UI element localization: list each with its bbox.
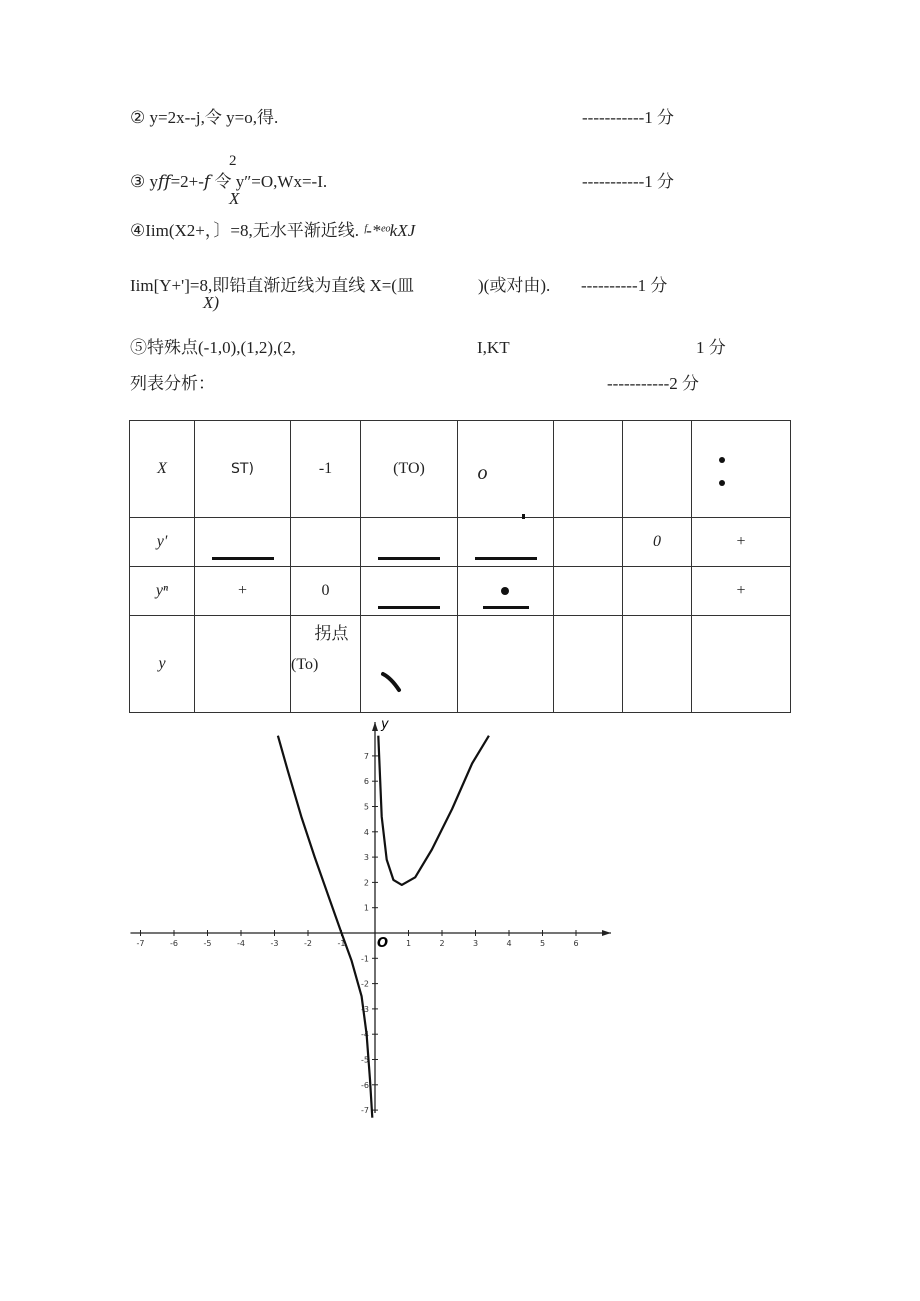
inflection-label: 拐点 bbox=[314, 624, 349, 643]
row-x-label: X bbox=[130, 421, 195, 518]
step-3-text: ③ y𝑓𝑓=2+-𝑓 令 y″=O,Wx=-I. bbox=[130, 172, 328, 191]
function-graph bbox=[127, 718, 619, 1118]
x-tick-label: 5 bbox=[539, 939, 546, 948]
line-step-6 bbox=[130, 338, 296, 358]
line-step-5 bbox=[130, 276, 414, 296]
y-tick-label: 5 bbox=[363, 802, 369, 812]
x-tick-label: -6 bbox=[170, 939, 178, 948]
colon-mark bbox=[719, 457, 725, 486]
table-row-y2 bbox=[130, 567, 791, 616]
colon-dot-bottom bbox=[719, 480, 725, 486]
row-x-c5 bbox=[554, 421, 623, 518]
row-y2-c2: 0 bbox=[291, 567, 361, 616]
y-axis-label: y bbox=[381, 718, 389, 732]
row-y-c1 bbox=[195, 616, 291, 713]
line-table-intro-score: -----------2 分 bbox=[607, 374, 700, 393]
row-y-c4 bbox=[458, 616, 554, 713]
line-step-6-score: 1 分 bbox=[696, 338, 726, 357]
table-row-x bbox=[130, 421, 791, 518]
curve-mark bbox=[379, 668, 409, 698]
x-tick-label: -2 bbox=[304, 939, 312, 948]
row-x-c1: ST) bbox=[195, 421, 291, 518]
origin-label: O bbox=[377, 936, 389, 951]
step-6-mid: I,KT bbox=[477, 338, 510, 357]
y-tick-label: 6 bbox=[363, 777, 369, 787]
curve-series-1 bbox=[278, 736, 372, 1118]
bar-mark bbox=[378, 606, 440, 609]
bar-mark bbox=[483, 606, 529, 609]
inflection-point: (To) bbox=[291, 656, 319, 673]
line-step-5-score: ----------1 分 bbox=[581, 276, 668, 295]
row-y1-c4 bbox=[458, 518, 554, 567]
row-y2-c7: + bbox=[692, 567, 791, 616]
step-6-text: ⑤特殊点(-1,0),(1,2),(2, bbox=[130, 338, 296, 357]
y-tick-label: 4 bbox=[363, 827, 369, 837]
row-x-c4-text: o bbox=[477, 461, 488, 484]
row-y1-c1 bbox=[195, 518, 291, 567]
y-axis-arrow bbox=[372, 722, 378, 731]
step-4-text: ④Iim(X2+，〕=8,无水平渐近线. bbox=[130, 221, 359, 240]
row-x-c2: -1 bbox=[291, 421, 361, 518]
y-tick-label: 7 bbox=[363, 751, 369, 761]
row-x-c4 bbox=[458, 421, 554, 518]
row-y2-c6 bbox=[623, 567, 692, 616]
x-tick-label: -1 bbox=[337, 939, 346, 948]
row-y2-c5 bbox=[554, 567, 623, 616]
x-tick-label: -5 bbox=[203, 939, 212, 948]
bar-mark bbox=[212, 557, 274, 560]
line-step-2 bbox=[130, 108, 278, 128]
row-y1-c6: 0 bbox=[623, 518, 692, 567]
step-3-sup: 2 bbox=[229, 153, 237, 169]
analysis-table bbox=[129, 420, 791, 713]
dot-mark bbox=[501, 587, 509, 595]
bar-mark bbox=[378, 557, 440, 560]
table-row-y bbox=[130, 616, 791, 713]
x-tick-label: -7 bbox=[136, 939, 145, 948]
graph-curves bbox=[278, 736, 489, 1118]
row-y-c6 bbox=[623, 616, 692, 713]
line-step-3-score: -----------1 分 bbox=[582, 172, 675, 191]
step-5-sub: X) bbox=[203, 293, 220, 312]
y-tick-label: -7 bbox=[361, 1106, 369, 1116]
y-tick-label: 1 bbox=[363, 903, 369, 913]
row-x-c7 bbox=[692, 421, 791, 518]
row-y2-c4 bbox=[458, 567, 554, 616]
table-row-y1 bbox=[130, 518, 791, 567]
step-4-tail: ᶠ-*ᵉᵒkXJ bbox=[363, 221, 416, 240]
x-tick-label: 3 bbox=[472, 939, 479, 948]
row-y-c3 bbox=[361, 616, 458, 713]
line-table-intro: 列表分析： bbox=[130, 374, 215, 393]
step-2-text: ② y=2x--j,令 y=o,得. bbox=[130, 108, 279, 127]
row-y2-label: yⁿ bbox=[130, 567, 195, 616]
y-tick-label: 2 bbox=[363, 878, 369, 888]
row-y-c2 bbox=[291, 616, 361, 713]
row-x-c3: (TO) bbox=[361, 421, 458, 518]
row-y1-c2 bbox=[291, 518, 361, 567]
x-tick-label: 1 bbox=[405, 939, 412, 948]
curve-series-2 bbox=[378, 736, 489, 885]
row-x-c6 bbox=[623, 421, 692, 518]
step-3-sub: X bbox=[229, 189, 240, 208]
x-axis-arrow bbox=[602, 930, 611, 936]
bar-mark bbox=[475, 557, 537, 560]
row-y2-c1: + bbox=[195, 567, 291, 616]
y-tick-label: 3 bbox=[363, 853, 369, 863]
y-tick-label: -5 bbox=[361, 1055, 369, 1065]
y-tick-label: -1 bbox=[361, 954, 369, 964]
row-y1-label: y' bbox=[130, 518, 195, 567]
row-y1-c5 bbox=[554, 518, 623, 567]
line-step-4 bbox=[130, 221, 415, 241]
row-y1-c7: + bbox=[692, 518, 791, 567]
row-y2-c3 bbox=[361, 567, 458, 616]
colon-dot-top bbox=[719, 457, 725, 463]
y-tick-label: -2 bbox=[361, 979, 369, 989]
step-5-mid: )(或对由). bbox=[478, 276, 551, 295]
y-tick-label: -6 bbox=[361, 1080, 369, 1090]
row-y-label: y bbox=[130, 616, 195, 713]
row-y-c5 bbox=[554, 616, 623, 713]
row-y1-c3 bbox=[361, 518, 458, 567]
graph-axes bbox=[130, 722, 611, 1116]
x-tick-label: 6 bbox=[573, 939, 579, 948]
x-tick-label: -4 bbox=[237, 939, 245, 948]
x-tick-label: 2 bbox=[439, 939, 445, 948]
y-tick-label: -3 bbox=[361, 1004, 369, 1014]
y-tick-label: -4 bbox=[361, 1030, 369, 1040]
x-tick-label: -3 bbox=[270, 939, 279, 948]
row-y-c7 bbox=[692, 616, 791, 713]
line-step-2-score: -----------1 分 bbox=[582, 108, 675, 127]
step-5-text: Iim[Y+']=8,即铅直渐近线为直线 X=(皿 bbox=[130, 276, 414, 295]
x-tick-label: 4 bbox=[506, 939, 512, 948]
